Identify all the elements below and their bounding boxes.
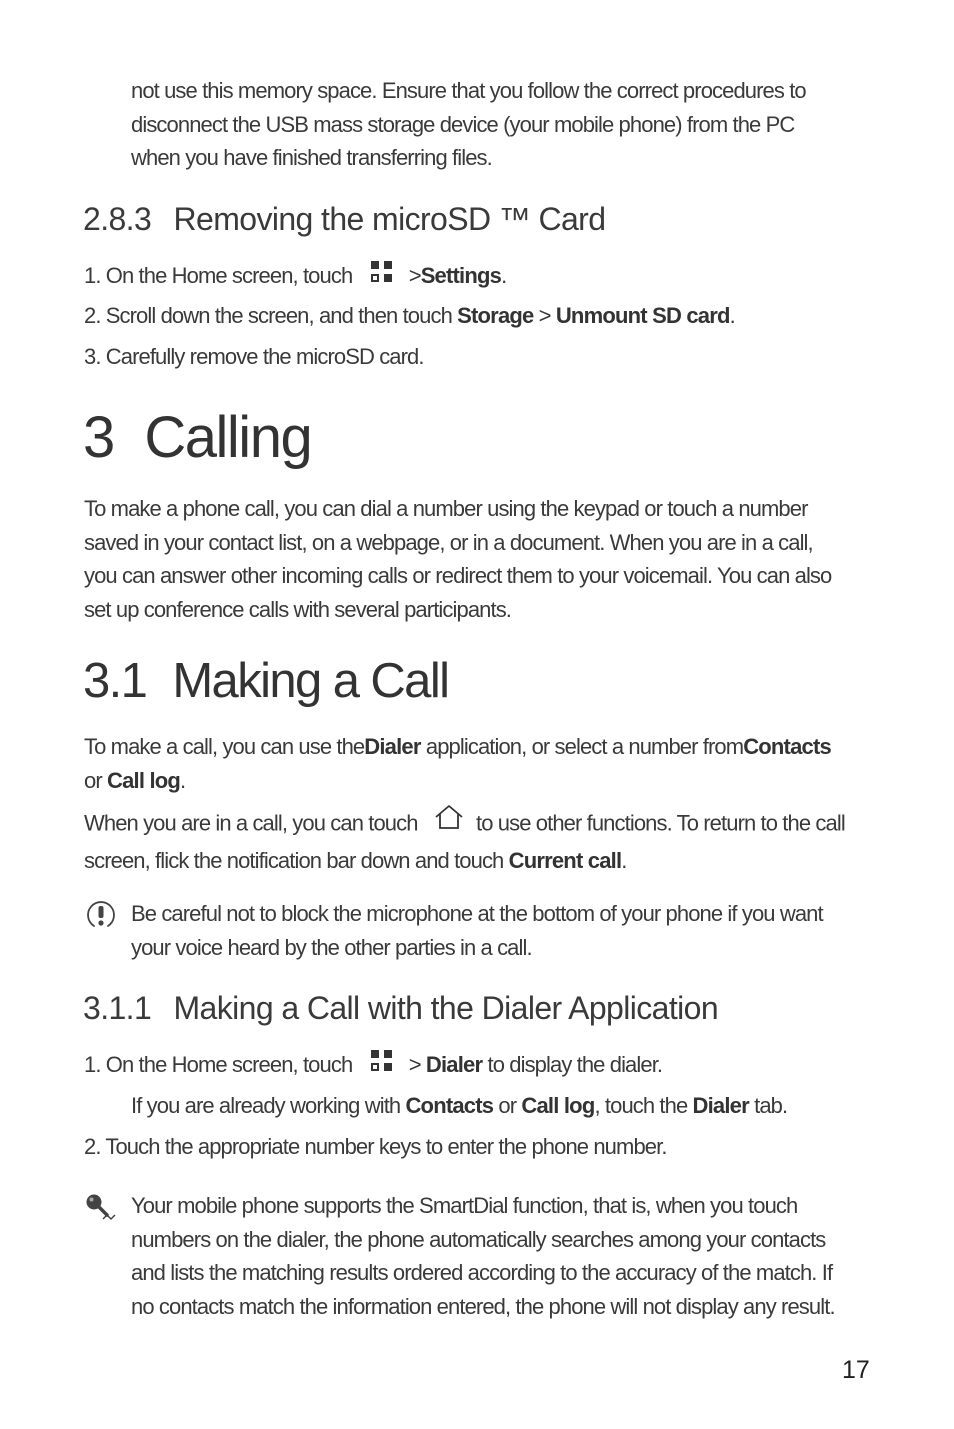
text-line: and lists the matching results ordered according to the accuracy of the match. If: [131, 1260, 833, 1285]
page-number: 17: [842, 1356, 870, 1384]
chapter-title: Calling: [144, 405, 312, 470]
text-line: Your mobile phone supports the SmartDial function, that is, when you touch: [131, 1193, 798, 1218]
chapter-number: 3: [83, 405, 114, 470]
section-heading-31: [83, 653, 448, 709]
text-line: no contacts match the information entered, the phone will not display any result.: [131, 1293, 835, 1319]
step-1-note: If you are already working with Contacts or Call log, touch the Dialer tab.: [131, 1093, 788, 1118]
unmount-label: Unmount SD card: [555, 303, 730, 328]
text-line: when you have finished transferring files.: [131, 145, 492, 170]
call-log-label: Call log: [106, 767, 181, 793]
storage-label: Storage: [457, 303, 534, 328]
apps-grid-icon: [370, 1049, 394, 1079]
apps-grid-icon: [370, 260, 394, 290]
text-line: To make a phone call, you can dial a number using the keypad or touch a number: [84, 496, 808, 521]
text-line: not use this memory space. Ensure that you follow the correct procedures to: [131, 78, 806, 103]
text-line: your voice heard by the other parties in a call.: [131, 934, 532, 960]
chapter-heading: [83, 404, 311, 471]
section-heading-283: [83, 201, 605, 238]
step-1-settings: 1. On the Home screen, touch >Settings.: [84, 262, 506, 292]
section-title: Removing the microSD ™ Card: [173, 201, 606, 237]
section-number: 3.1: [83, 654, 147, 708]
section-number: 3.1.1: [83, 990, 152, 1026]
dialer-label: Dialer: [692, 1093, 749, 1118]
home-functions-paragraph: When you are in a call, you can touch to use other functions. To return to the call screen, flick the notification bar down and touch Current call.: [84, 806, 884, 877]
step-2-storage: 2. Scroll down the screen, and then touch Storage > Unmount SD card.: [84, 303, 735, 328]
caution-note: [131, 897, 901, 964]
text-line: you can answer other incoming calls or redirect them to your voicemail. You can also: [84, 563, 832, 588]
home-icon: [433, 803, 465, 841]
tip-icon: [85, 1193, 119, 1232]
section-title: Making a Call: [172, 654, 449, 708]
making-call-paragraph: To make a call, you can use theDialer application, or select a number fromContacts or Call log.: [84, 734, 831, 793]
step-3-remove: 3. Carefully remove the microSD card.: [84, 344, 424, 369]
text-line: numbers on the dialer, the phone automatically searches among your contacts: [131, 1226, 826, 1252]
tip-note: [131, 1189, 931, 1323]
text-line: saved in your contact list, on a webpage, or in a document. When you are in a call,: [84, 529, 813, 555]
intro-paragraph: [131, 74, 891, 175]
text-line: set up conference calls with several participants.: [84, 596, 512, 622]
current-call-label: Current call: [508, 847, 622, 873]
contacts-label: Contacts: [743, 734, 831, 759]
section-number: 2.8.3: [83, 201, 152, 237]
step-2-number-keys: 2. Touch the appropriate number keys to enter the phone number.: [84, 1134, 667, 1159]
text-line: disconnect the USB mass storage device (your mobile phone) from the PC: [131, 111, 795, 137]
contacts-label: Contacts: [405, 1093, 494, 1118]
caution-icon: [85, 899, 117, 936]
step-1-dialer: 1. On the Home screen, touch > Dialer to display the dialer.: [84, 1051, 662, 1081]
call-log-label: Call log: [521, 1093, 595, 1118]
section-title: Making a Call with the Dialer Application: [173, 990, 719, 1026]
settings-label: Settings: [420, 262, 502, 288]
text-line: Be careful not to block the microphone at the bottom of your phone if you want: [131, 901, 823, 926]
dialer-label: Dialer: [364, 734, 421, 759]
dialer-label: Dialer: [425, 1051, 483, 1077]
section-heading-311: [83, 990, 718, 1027]
chapter-intro: [84, 492, 904, 626]
